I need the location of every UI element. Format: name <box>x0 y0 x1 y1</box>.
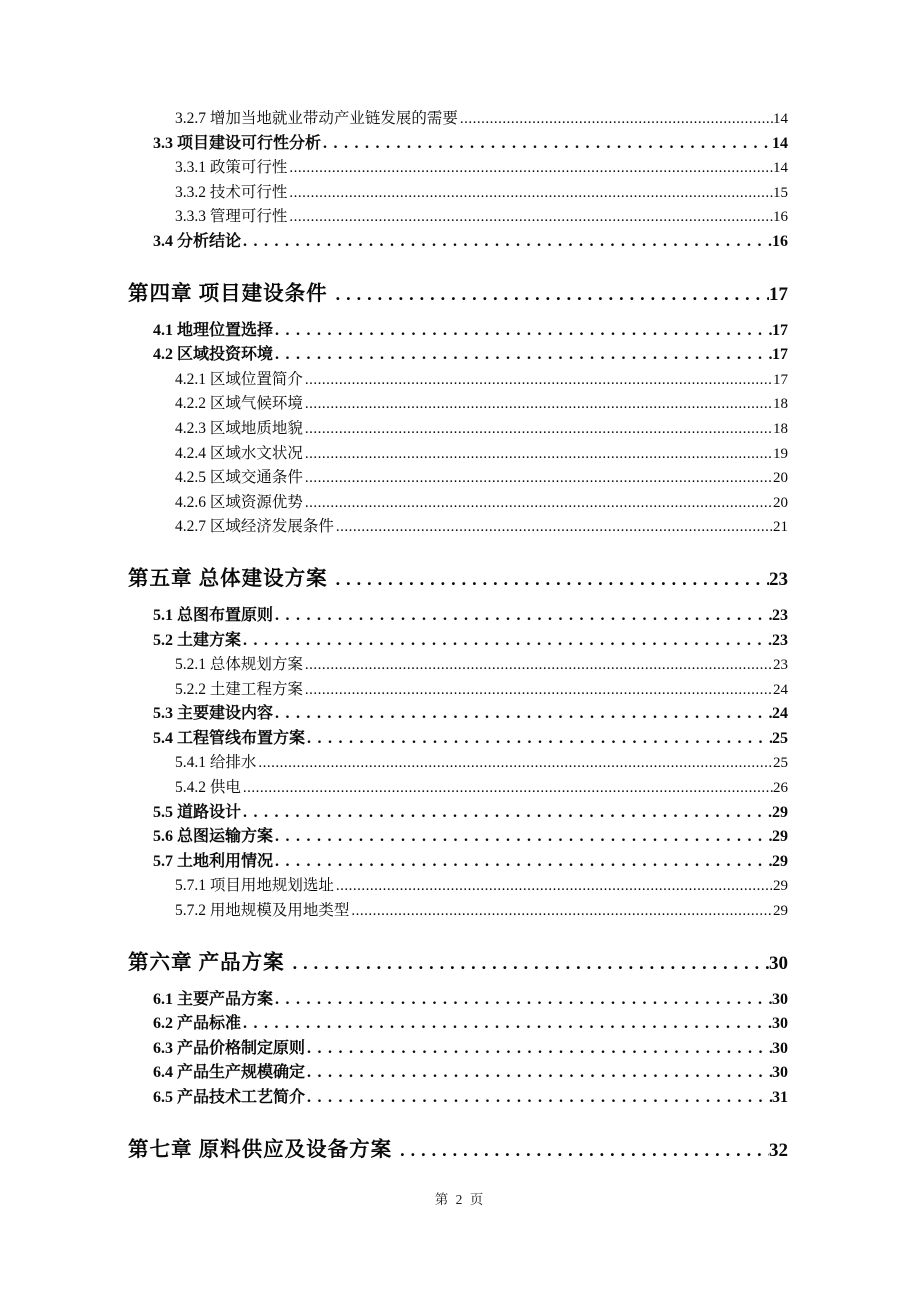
toc-entry-label: 5.6 总图运输方案 <box>153 828 274 846</box>
toc-entry-page: 23 <box>769 568 788 590</box>
toc-entry[interactable] <box>128 776 788 801</box>
toc-entry[interactable] <box>128 874 788 899</box>
toc-entry[interactable] <box>128 604 788 629</box>
toc-entry[interactable] <box>128 132 788 157</box>
toc-entry[interactable] <box>128 629 788 654</box>
dot-leader <box>307 1086 772 1111</box>
toc-entry-page: 17 <box>772 346 788 364</box>
toc-entry[interactable] <box>128 825 788 850</box>
toc-entry-page: 17 <box>772 321 788 339</box>
toc-entry-label: 第七章 原料供应及设备方案 <box>128 1138 393 1161</box>
toc-entry[interactable] <box>128 751 788 776</box>
dot-leader <box>351 899 773 924</box>
toc-entry-label: 5.5 道路设计 <box>153 803 242 821</box>
toc-entry-label: 5.2.2 土建工程方案 <box>175 680 303 698</box>
toc-entry-label: 5.3 主要建设内容 <box>153 705 274 723</box>
dot-leader <box>275 850 772 875</box>
toc-entry-label: 4.2.3 区域地质地貌 <box>175 419 303 437</box>
toc-entry-label: 6.2 产品标准 <box>153 1015 242 1033</box>
toc-entry[interactable] <box>128 392 788 417</box>
toc-entry-label: 4.2.6 区域资源优势 <box>175 493 303 511</box>
dot-leader <box>243 1012 772 1037</box>
toc-entry-label: 5.4 工程管线布置方案 <box>153 729 306 747</box>
dot-leader <box>275 604 772 629</box>
dot-leader <box>336 515 773 540</box>
toc-entry[interactable] <box>128 466 788 491</box>
toc-entry-page: 29 <box>772 803 788 821</box>
toc-entry-page: 14 <box>773 111 788 127</box>
toc-entry-label: 4.2 区域投资环境 <box>153 346 274 364</box>
dot-leader <box>305 442 773 467</box>
toc-entry-page: 18 <box>773 420 788 437</box>
dot-leader <box>275 825 772 850</box>
toc-entry-label: 第五章 总体建设方案 <box>128 567 328 590</box>
dot-leader <box>305 417 773 442</box>
toc-entry-page: 30 <box>772 1015 788 1033</box>
toc-entry[interactable] <box>128 156 788 181</box>
toc-entry-page: 20 <box>773 470 788 487</box>
toc-entry-label: 5.7.1 项目用地规划选址 <box>175 877 334 895</box>
toc-entry[interactable] <box>128 1135 788 1165</box>
toc-entry-label: 4.1 地理位置选择 <box>153 321 274 339</box>
toc-entry-label: 第六章 产品方案 <box>128 951 285 974</box>
toc-entry-label: 5.2 土建方案 <box>153 631 242 649</box>
toc-entry[interactable] <box>128 279 788 309</box>
dot-leader <box>275 319 772 344</box>
page-number-label: 第 2 页 <box>434 1192 486 1207</box>
dot-leader <box>289 205 773 230</box>
toc-entry-label: 3.2.7 增加当地就业带动产业链发展的需要 <box>175 110 458 127</box>
toc-entry-label: 5.4.2 供电 <box>175 779 241 797</box>
dot-leader <box>243 629 772 654</box>
toc-entry-label: 5.4.1 给排水 <box>175 754 257 772</box>
toc-entry-page: 29 <box>772 828 788 846</box>
toc-entry-page: 25 <box>773 755 788 772</box>
dot-leader <box>289 181 773 206</box>
dot-leader <box>400 1135 769 1165</box>
toc-entry[interactable] <box>128 515 788 540</box>
dot-leader <box>307 1061 772 1086</box>
toc-entry[interactable] <box>128 1086 788 1111</box>
toc-entry-page: 20 <box>773 494 788 511</box>
toc-entry[interactable] <box>128 491 788 516</box>
dot-leader <box>460 107 773 132</box>
toc-entry-label: 4.2.7 区域经济发展条件 <box>175 518 334 536</box>
toc-entry-label: 6.5 产品技术工艺简介 <box>153 1089 306 1106</box>
toc-entry[interactable] <box>128 368 788 393</box>
toc-entry-page: 29 <box>772 852 788 870</box>
toc-entry[interactable] <box>128 181 788 206</box>
toc-entry-page: 17 <box>769 283 788 305</box>
toc-entry[interactable] <box>128 564 788 594</box>
toc-entry-page: 24 <box>773 681 788 698</box>
toc-entry-page: 15 <box>773 184 788 201</box>
dot-leader <box>336 564 769 594</box>
toc-entry[interactable] <box>128 205 788 230</box>
toc-entry-page: 26 <box>773 780 788 797</box>
dot-leader <box>336 874 773 899</box>
dot-leader <box>275 343 772 368</box>
toc-entry-label: 6.4 产品生产规模确定 <box>153 1064 306 1082</box>
toc-entry[interactable] <box>128 319 788 344</box>
toc-entry-page: 23 <box>773 657 788 674</box>
toc-entry-page: 32 <box>769 1139 788 1161</box>
toc-entry-page: 23 <box>772 606 788 624</box>
dot-leader <box>275 702 772 727</box>
dot-leader <box>305 678 773 703</box>
toc-entry[interactable] <box>128 107 788 132</box>
toc-entry-page: 16 <box>772 232 788 250</box>
toc-entry[interactable] <box>128 801 788 826</box>
toc-entry[interactable] <box>128 988 788 1013</box>
toc-entry[interactable] <box>128 230 788 255</box>
toc-entry-page: 21 <box>773 519 788 536</box>
toc-entry-page: 30 <box>769 952 788 974</box>
toc-entry-page: 18 <box>773 396 788 413</box>
toc-entry-label: 第四章 项目建设条件 <box>128 282 328 305</box>
toc-entry[interactable] <box>128 678 788 703</box>
dot-leader <box>305 653 773 678</box>
dot-leader <box>305 466 773 491</box>
toc-entry-page: 31 <box>772 1089 788 1106</box>
dot-leader <box>305 368 773 393</box>
toc-entry[interactable] <box>128 442 788 467</box>
toc-entry[interactable] <box>128 417 788 442</box>
toc-entry-page: 30 <box>772 990 788 1008</box>
toc-entry-label: 6.3 产品价格制定原则 <box>153 1039 306 1057</box>
toc-entry-label: 3.3.3 管理可行性 <box>175 208 288 226</box>
toc-entry-label: 5.7 土地利用情况 <box>153 852 274 870</box>
dot-leader <box>289 156 773 181</box>
toc-entry-page: 17 <box>773 371 788 388</box>
toc-entry-label: 5.7.2 用地规模及用地类型 <box>175 902 350 920</box>
dot-leader <box>293 948 769 978</box>
toc-entry[interactable] <box>128 1037 788 1062</box>
dot-leader <box>305 392 773 417</box>
toc-entry-page: 16 <box>773 209 788 226</box>
toc-entry[interactable] <box>128 343 788 368</box>
toc-entry-label: 3.3.2 技术可行性 <box>175 183 288 201</box>
dot-leader <box>243 801 772 826</box>
dot-leader <box>336 279 769 309</box>
toc-entry[interactable] <box>128 702 788 727</box>
dot-leader <box>275 988 772 1013</box>
toc-entry-label: 5.2.1 总体规划方案 <box>175 656 303 674</box>
toc-entry-page: 25 <box>772 729 788 747</box>
page-footer <box>0 1188 920 1208</box>
toc-entry[interactable] <box>128 653 788 678</box>
toc-entry-label: 6.1 主要产品方案 <box>153 990 274 1008</box>
toc-entry-label: 4.2.1 区域位置简介 <box>175 370 303 388</box>
dot-leader <box>307 727 772 752</box>
dot-leader <box>305 491 773 516</box>
toc-entry[interactable] <box>128 899 788 924</box>
dot-leader <box>258 751 773 776</box>
toc-entry-page: 29 <box>773 878 788 895</box>
toc-entry-label: 4.2.4 区域水文状况 <box>175 444 303 462</box>
toc-entry-page: 29 <box>773 903 788 920</box>
toc-entry-page: 14 <box>773 160 788 177</box>
toc-entry-page: 24 <box>772 705 788 723</box>
dot-leader <box>243 776 773 801</box>
toc-entry[interactable] <box>128 850 788 875</box>
dot-leader <box>307 1037 772 1062</box>
toc-entry-label: 4.2.2 区域气候环境 <box>175 395 303 413</box>
toc-entry-label: 3.3.1 政策可行性 <box>175 159 288 177</box>
toc-entry-page: 23 <box>772 631 788 649</box>
toc-entry-label: 5.1 总图布置原则 <box>153 606 274 624</box>
dot-leader <box>323 132 772 157</box>
toc-entry[interactable] <box>128 727 788 752</box>
toc-entry-label: 4.2.5 区域交通条件 <box>175 469 303 487</box>
toc-entry[interactable] <box>128 1012 788 1037</box>
toc-entry[interactable] <box>128 948 788 978</box>
toc-entry-page: 30 <box>772 1039 788 1057</box>
dot-leader <box>243 230 772 255</box>
toc-entry-page: 14 <box>772 134 788 152</box>
toc-entry-label: 3.3 项目建设可行性分析 <box>153 134 322 152</box>
toc-entry-page: 19 <box>773 445 788 462</box>
toc-entry[interactable] <box>128 1061 788 1086</box>
toc-entry-page: 30 <box>772 1064 788 1082</box>
toc-entry-label: 3.4 分析结论 <box>153 232 242 250</box>
